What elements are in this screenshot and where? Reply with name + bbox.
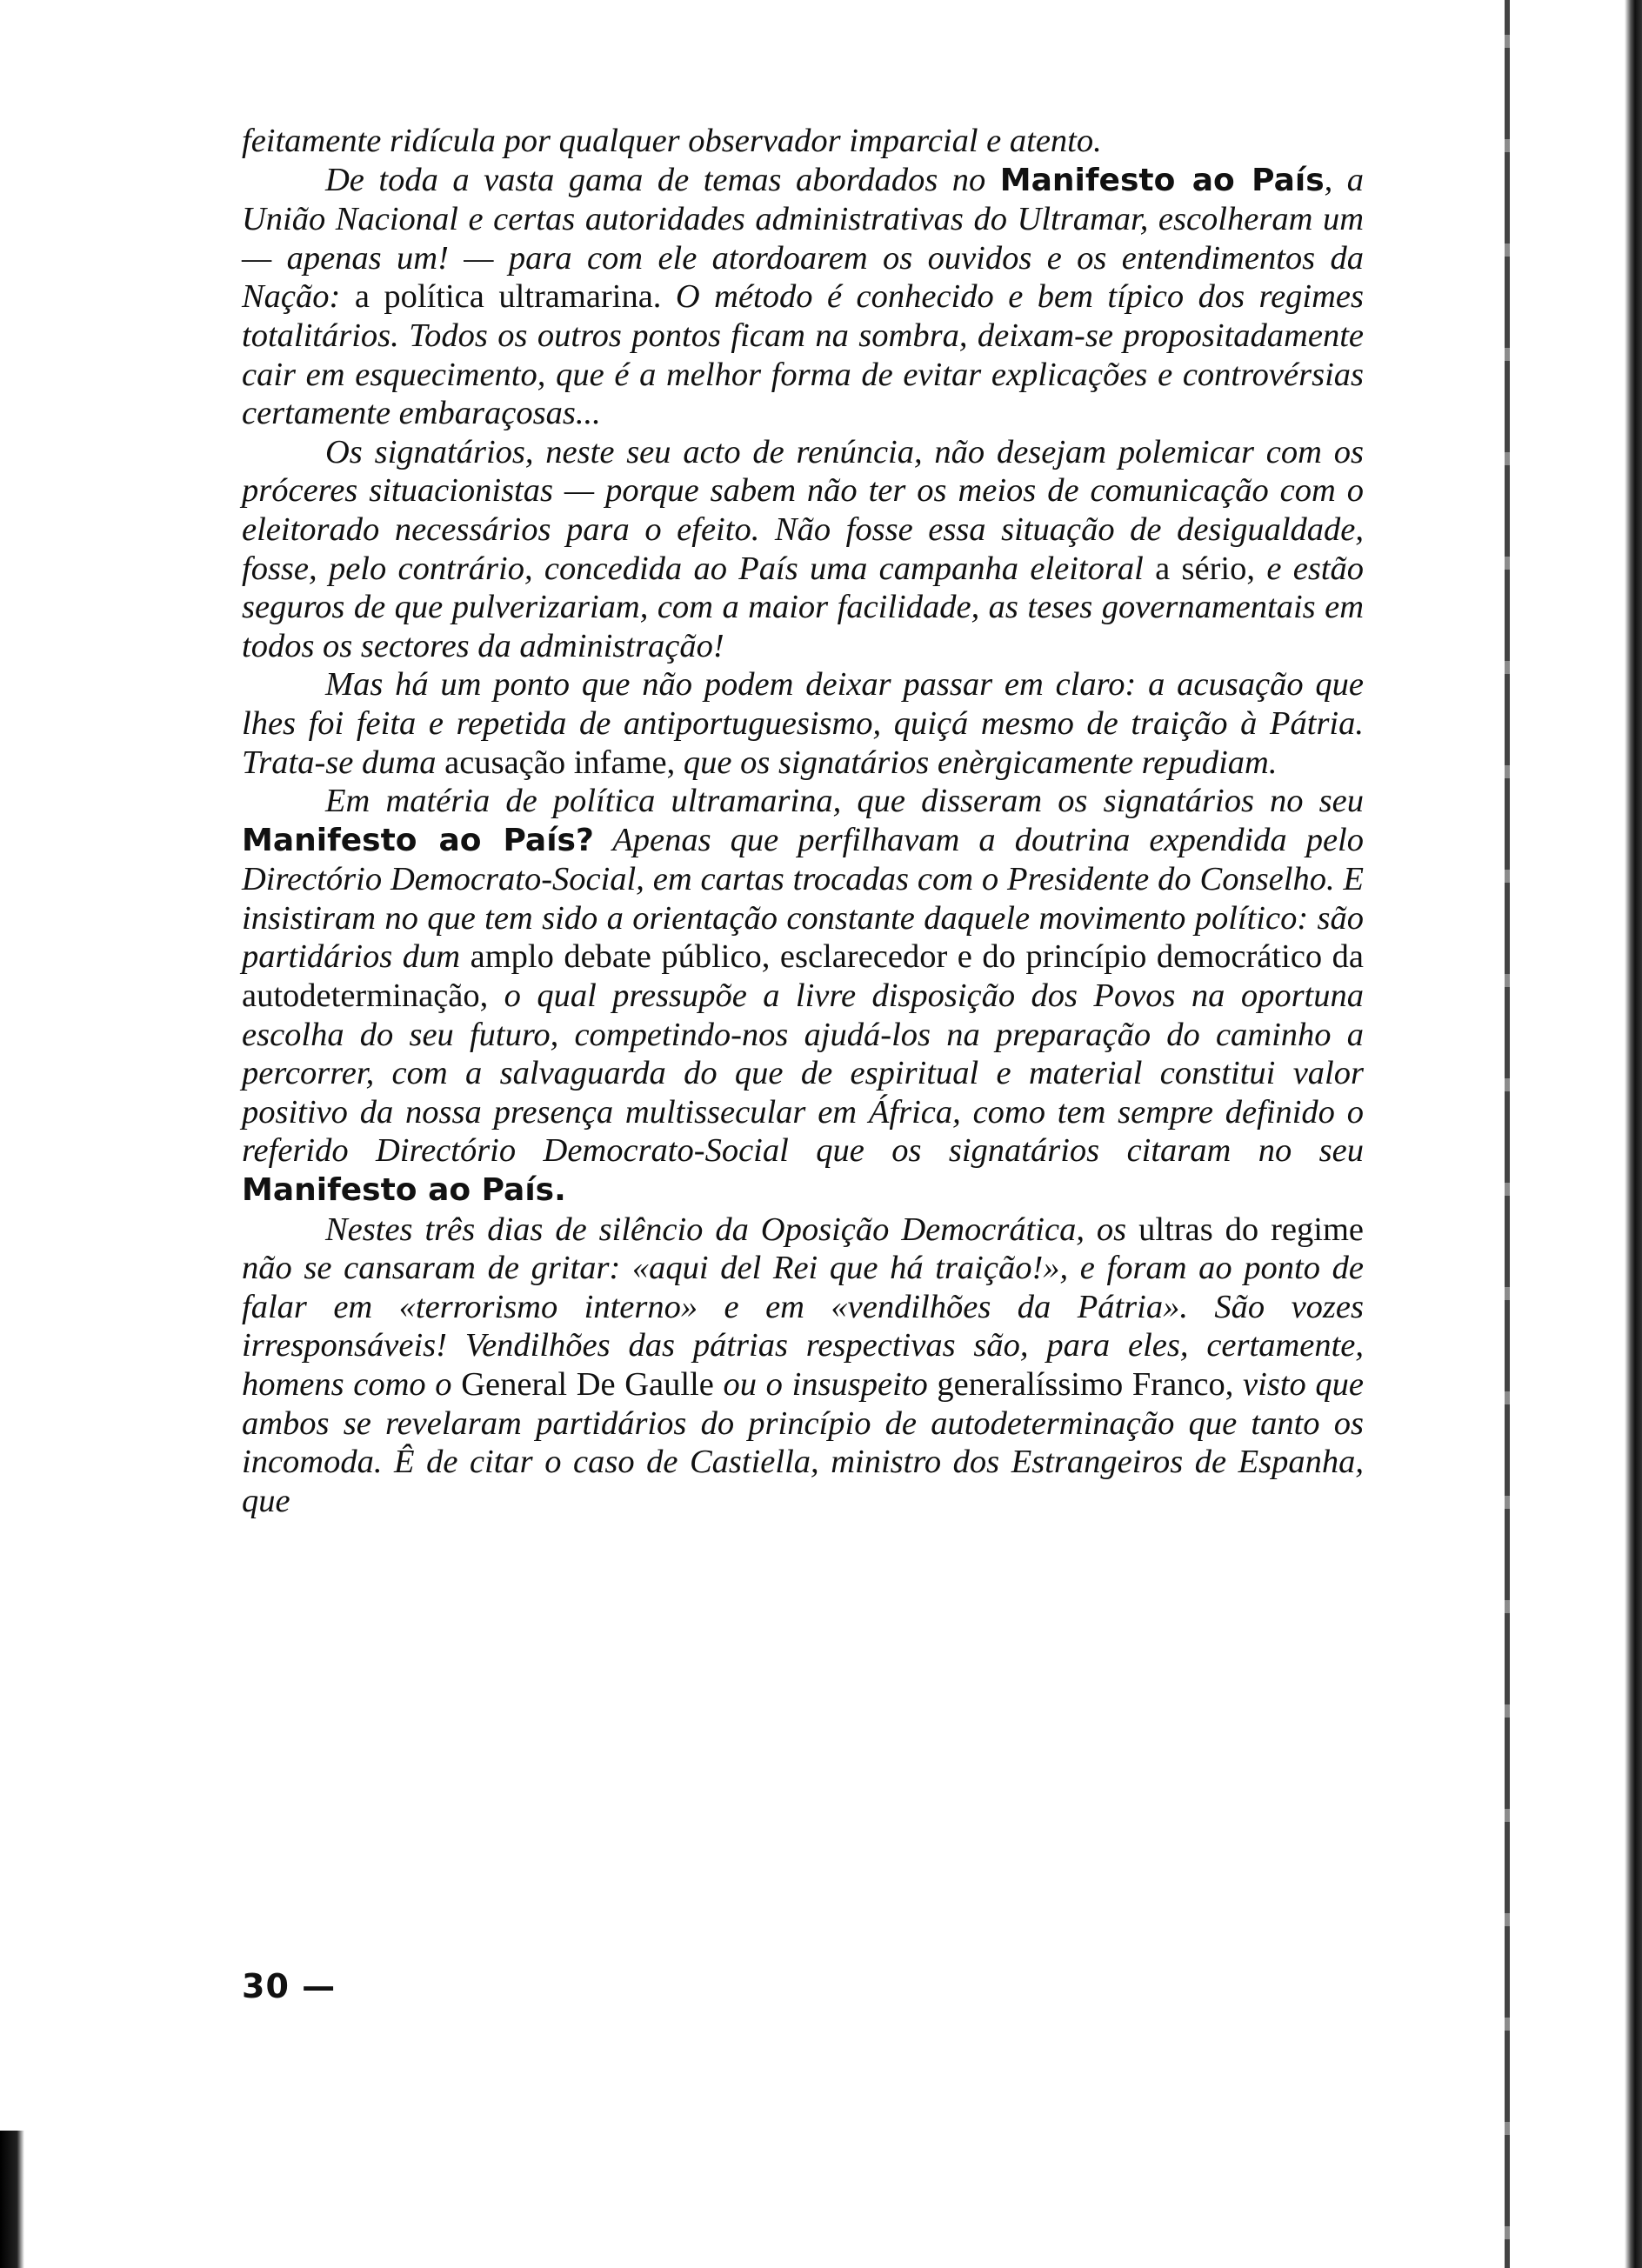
text-run: Manifesto ao País (999, 162, 1325, 198)
text-run: De toda a vasta gama de temas abordados no (325, 161, 1000, 198)
text-run: O método é conhecido e bem típico dos regimes totalitários. Todos os outros pontos ficam na sombra, deixam-se propositadamente cair em esquecimento, que é a melhor forma de evitar explicações e controvérsias certamente embaraçosas... (242, 278, 1365, 432)
text-run: amplo debate público, esclarecedor e do princípio democrático da autodeterminação, (242, 938, 1364, 1015)
text-run: Mas há um ponto que não podem deixar passar em claro: a acusação que lhes foi feita e repetida de antiportuguesismo, quiçá mesmo de traição à Pátria. Trata-se duma (242, 666, 1364, 781)
text-run: , a União Nacional e certas autoridades administrativas do Ultramar, escolheram um — apenas um! — para com ele atordoarem os ouvidos e os entendimentos da Nação: (242, 161, 1365, 316)
paragraph (242, 122, 1364, 161)
text-run: Nestes três dias de silêncio da Oposição Democrática, os (325, 1211, 1139, 1248)
text-run: generalíssimo Franco, (937, 1366, 1234, 1403)
paragraph (242, 433, 1364, 666)
text-run: ou o insuspeito (713, 1366, 938, 1403)
text-run: acusação infame, (444, 744, 676, 781)
page-edge (1625, 0, 1642, 2268)
text-run: Apenas que perfilhavam a doutrina expendida pelo Directório Democrato-Social, em cartas trocadas com o Presidente do Conselho. E insistiram no que tem sido a orientação constante daquele movimento político: são partidários dum (242, 821, 1364, 976)
page-number: 30 — (242, 1967, 337, 2005)
text-run: General De Gaulle (461, 1366, 714, 1403)
paragraph (242, 161, 1364, 433)
paragraph (242, 1211, 1364, 1521)
paragraph (242, 782, 1364, 1211)
text-run: e estão seguros de que pulverizariam, com a maior facilidade, as teses governamentais em todos os sectores da administração! (242, 550, 1365, 664)
text-run: visto que ambos se revelaram partidários do princípio de autodeterminação que tanto os incomoda. Ê de citar o caso de Castiella, ministro dos Estrangeiros de Espanha, que (242, 1366, 1364, 1519)
text-run: não se cansaram de gritar: «aqui del Rei que há traição!», e foram ao ponto de falar em «terrorismo interno» e em «vendilhões da Pátria». São vozes irresponsáveis! Vendilhões das pátrias respectivas são, para eles, certamente, homens como o (242, 1250, 1364, 1403)
text-run: feitamente ridícula por qualquer observador imparcial e atento. (242, 123, 1102, 159)
binding-shadow (1505, 0, 1510, 2268)
text-run: Manifesto ao País? (242, 822, 594, 858)
text-run: a política ultramarina. (354, 278, 662, 316)
text-run: ultras do regime (1138, 1211, 1364, 1248)
corner-shadow (0, 2131, 24, 2268)
text-run: que os signatários enèrgicamente repudiam. (675, 744, 1278, 781)
text-run: Os signatários, neste seu acto de renúncia, não desejam polemicar com os próceres situacionistas — porque sabem não ter os meios de comunicação com o eleitorado necessários para o efeito. Não fosse essa situação de desigualdade, fosse, pelo contrário, concedida ao País uma campanha eleitoral (242, 433, 1364, 587)
text-run: o qual pressupõe a livre disposição dos Povos na oportuna escolha do seu futuro, competindo-nos ajudá-los na preparação do caminho a percorrer, com a salvaguarda do que de espiritual e material constitui valor positivo da nossa presença multissecular em África, como tem sempre definido o referido Directório Democrato-Social que os signatários citaram no seu (242, 977, 1364, 1170)
text-run: Em matéria de política ultramarina, que disseram os signatários no seu (325, 783, 1364, 820)
body-text (242, 122, 1364, 1520)
paragraph (242, 665, 1364, 782)
text-run: a sério, (1155, 550, 1256, 587)
text-run: Manifesto ao País. (242, 1172, 566, 1209)
